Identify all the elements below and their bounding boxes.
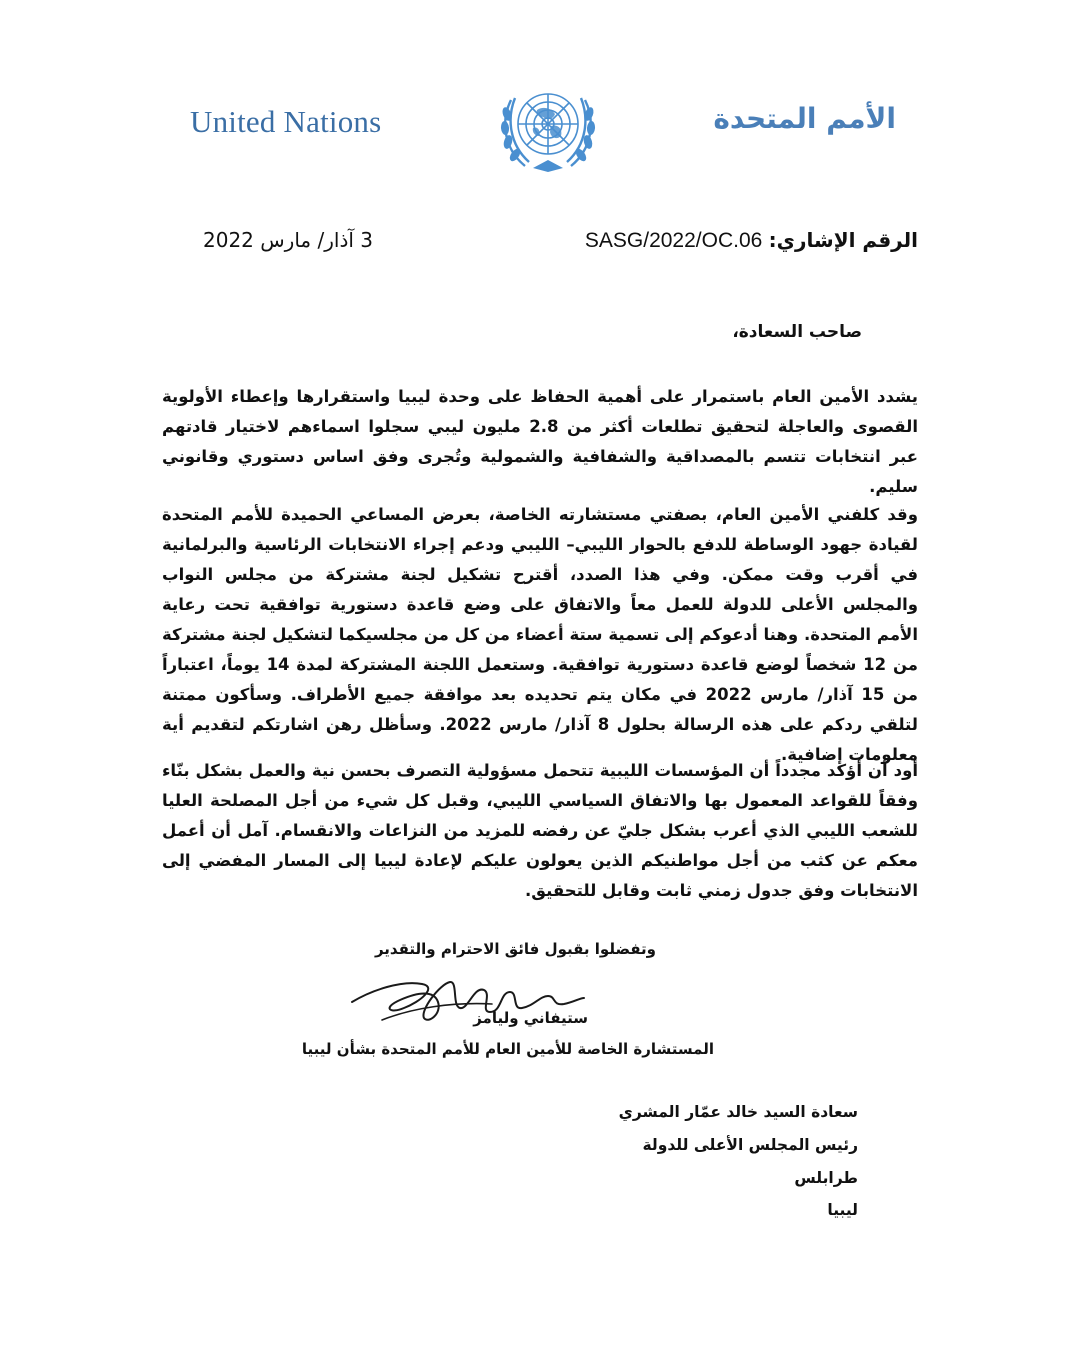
body-paragraph-3: أود أن أؤكد مجدداً أن المؤسسات الليبية تتحمل مسؤولية التصرف بحسن نية والعمل بشكل بنّاء وفقاً للقواعد المعمول بها والاتفاق السياسي الليبي، وقبل كل شيء من أجل المصلحة العليا للشعب الليبي الذي أعرب بشكل جليّ عن رفضه للمزيد من النزاعات والانقسام. آمل أن أعمل معكم عن كثب من أجل مواطنيكم الذين يعولون عليكم لإعادة ليبيا إلى المسار المفضي إلى الانتخابات وفق جدول زمني ثابت وقابل للتحقيق. [162,761,918,900]
letter-date: 3 آذار/ مارس 2022 [203,228,374,252]
closing-line: وتفضلوا بقبول فائق الاحترام والتقدير [374,940,656,958]
addressee-title: رئيس المجلس الأعلى للدولة [642,1136,858,1154]
reference-label: الرقم الإشاري: [768,228,918,252]
reference-line [585,228,918,253]
salutation: صاحب السعادة، [732,322,862,342]
org-name-en: United Nations [190,104,382,139]
body-paragraph-2: وقد كلفني الأمين العام، بصفتي مستشارته الخاصة، بعرض المساعي الحميدة للأمم المتحدة لقيادة جهود الوساطة للدفع بالحوار الليبي– الليبي ودعم إجراء الانتخابات الرئاسية والبرلمانية في أقرب وقت ممكن. وفي هذا الصدد، أقترح تشكيل لجنة مشتركة من مجلس النواب والمجلس الأعلى للدولة للعمل معاً والاتفاق على وضع قاعدة دستورية توافقية تحت رعاية الأمم المتحدة. وهنا أدعوكم إلى تسمية ستة أعضاء من كل من مجلسيكما لتشكيل لجنة مشتركة من 12 شخصاً لوضع قاعدة دستورية توافقية. وستعمل اللجنة المشتركة لمدة 14 يوماً، اعتباراً من 15 آذار/ مارس 2022 في مكان يتم تحديده بعد موافقة جميع الأطراف. وسأكون ممتنة لتلقي ردكم على هذه الرسالة بحلول 8 آذار/ مارس 2022. وسأظل رهن اشارتكم لتقديم أية معلومات إضافية. [162,505,919,764]
addressee-country: ليبيا [827,1201,858,1219]
addressee-city: طرابلس [794,1169,858,1187]
reference-number: SASG/2022/OC.06 [584,229,763,252]
org-name-ar: الأمم المتحدة [713,102,896,135]
un-emblem-icon [493,70,603,180]
signer-name: ستيفاني وليامز [473,1009,588,1027]
addressee-name: سعادة السيد خالد عمّار المشري [618,1103,858,1121]
signer-title: المستشارة الخاصة للأمين العام للأمم المتحدة بشأن ليبيا [301,1040,714,1058]
body-paragraph-1: يشدد الأمين العام باستمرار على أهمية الحفاظ على وحدة ليبيا واستقرارها وإعطاء الأولوية القصوى والعاجلة لتحقيق تطلعات أكثر من 2.8 مليون ليبي سجلوا اسماءهم لاختيار قادتهم عبر انتخابات تتسم بالمصداقية والشفافية والشمولية وتُجرى وفق اساس دستوري وقانوني سليم. [162,387,918,496]
